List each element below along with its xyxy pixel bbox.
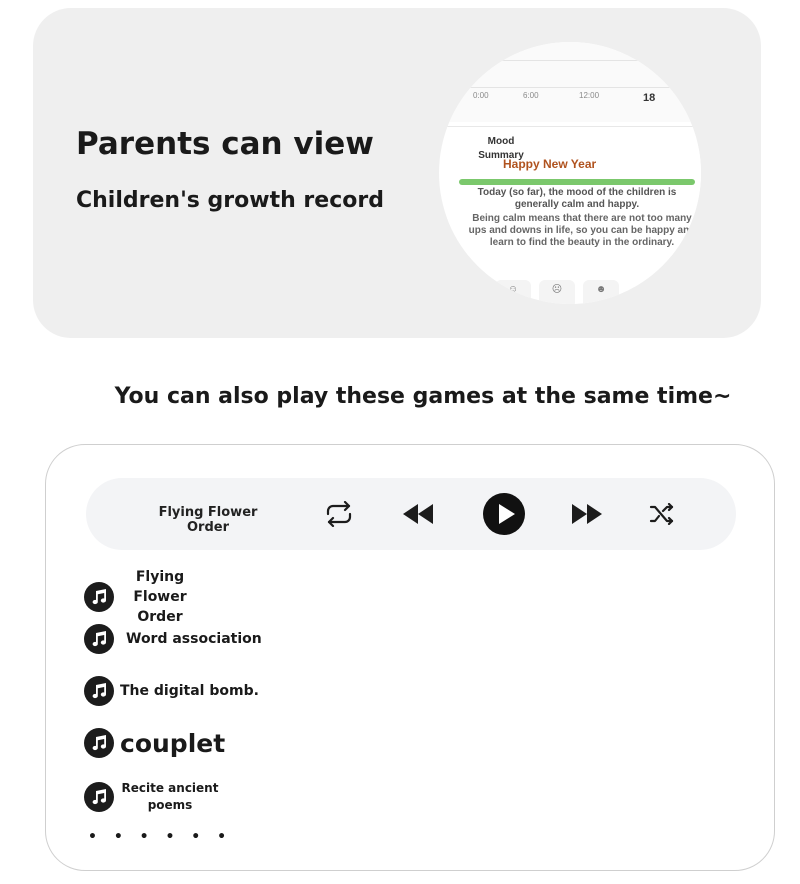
emoji-row	[495, 280, 619, 304]
mood-emoji-icon: ☻	[583, 280, 619, 304]
game-item-couplet[interactable]	[84, 728, 225, 758]
chart-gridline	[449, 60, 701, 61]
game-item-digital-bomb[interactable]	[84, 676, 259, 706]
timeline-tick: 0:00	[473, 91, 489, 100]
music-note-icon	[84, 782, 114, 812]
fast-forward-icon	[571, 503, 603, 525]
mood-summary-card	[447, 126, 701, 256]
more-games-ellipsis: • • • • • •	[88, 829, 233, 845]
audio-player-bar	[86, 478, 736, 550]
game-item-word-association[interactable]	[84, 624, 262, 654]
timeline-marker: 18	[643, 92, 656, 104]
app-preview-circle	[439, 42, 701, 304]
parents-record-card	[33, 8, 761, 338]
mood-summary-label: Mood Summary	[478, 136, 524, 161]
games-card	[45, 444, 775, 871]
game-label: Flying Flower Order	[133, 569, 187, 625]
music-note-icon	[84, 676, 114, 706]
mood-name: Happy New Year	[503, 157, 597, 171]
game-label: couplet	[120, 728, 226, 758]
repeat-button[interactable]	[317, 492, 361, 536]
mood-progress-bar	[459, 179, 695, 185]
play-button[interactable]	[482, 492, 526, 536]
timeline-tick: 12:00	[579, 91, 600, 100]
shuffle-icon	[649, 503, 675, 525]
mood-emoji-icon: ☹	[539, 280, 575, 304]
fast-forward-button[interactable]	[565, 492, 609, 536]
hero-title: Parents can view	[76, 126, 374, 162]
game-item-recite-ancient-poems[interactable]	[84, 780, 220, 814]
mood-emoji-icon: ☺	[495, 280, 531, 304]
music-note-icon	[84, 728, 114, 758]
repeat-icon	[322, 501, 356, 527]
current-track-title: Flying Flower Order	[158, 505, 258, 535]
mood-timeline-chart	[439, 42, 701, 122]
shuffle-button[interactable]	[640, 492, 684, 536]
hero-subtitle: Children's growth record	[76, 188, 384, 213]
timeline-tick: 6:00	[523, 91, 539, 100]
game-item-flying-flower-order[interactable]	[84, 567, 206, 627]
chart-gridline	[449, 87, 701, 88]
games-heading: You can also play these games at the same time~	[114, 384, 732, 409]
rewind-icon	[402, 503, 434, 525]
mood-advice: Being calm means that there are not too many ups and downs in life, so you can be happy and learn to find the beauty in the ordinary.	[468, 213, 696, 248]
mood-description: Today (so far), the mood of the children is generally calm and happy.	[477, 187, 677, 210]
music-note-icon	[84, 624, 114, 654]
game-label: Word association	[126, 631, 262, 647]
play-icon	[482, 492, 526, 536]
game-label: Recite ancient poems	[121, 781, 219, 812]
game-label: The digital bomb.	[120, 683, 259, 699]
music-note-icon	[84, 582, 114, 612]
rewind-button[interactable]	[396, 492, 440, 536]
